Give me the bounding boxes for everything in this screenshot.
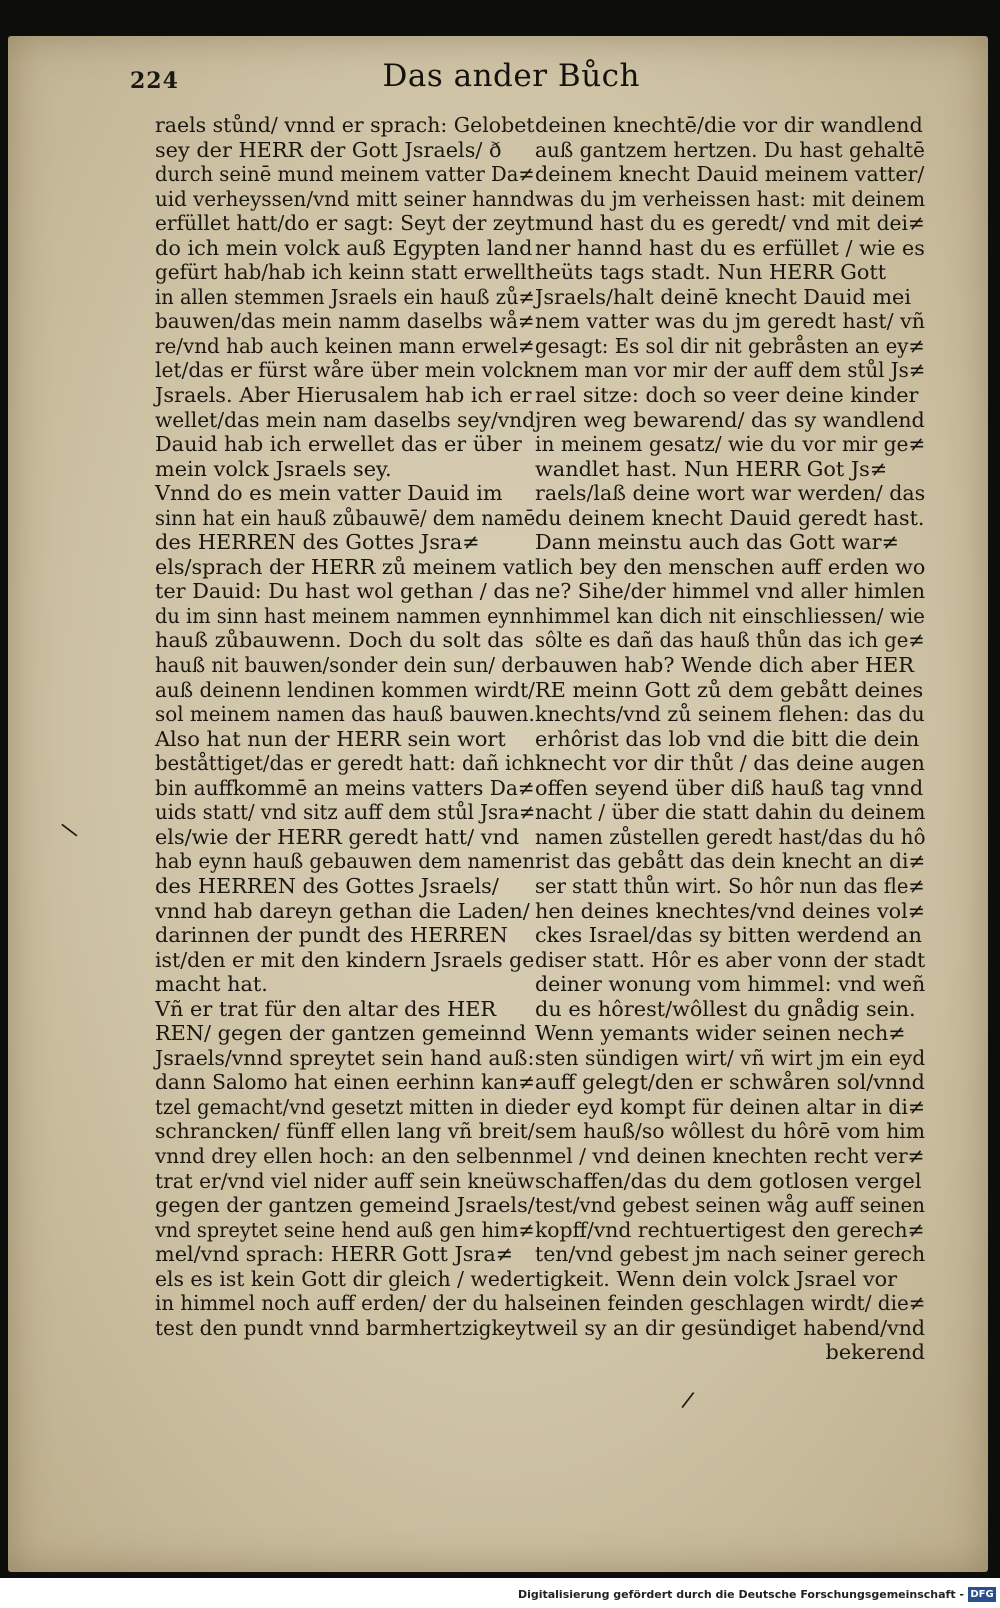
text-line: wellet/das mein nam daselbs sey/vnd [155, 407, 536, 432]
text-line: des HERREN des Gottes Jsra≠ [155, 530, 480, 555]
text-line: Jsraels/vnnd spreytet sein hand auß: [155, 1045, 535, 1070]
text-line: jren weg bewarend/ das sy wandlend [535, 407, 925, 432]
text-line: ne? Sihe/der himmel vnd aller himlen [535, 579, 926, 604]
text-line: was du jm verheissen hast: mit deinem [535, 186, 926, 211]
digitization-footer [0, 1584, 1000, 1608]
text-line: sey der HERR der Gott Jsraels/ ð [155, 137, 502, 162]
text-line: darinnen der pundt des HERREN [155, 923, 508, 948]
text-line: schrancken/ fünff ellen lang vñ breit/ [155, 1119, 535, 1144]
text-line: bin auffkommē an meins vatters Da≠ [155, 775, 535, 800]
text-line: hab eynn hauß gebauwen dem namen [155, 849, 536, 874]
text-line: re/vnd hab auch keinen mann erwel≠ [155, 333, 535, 358]
right-text-column [535, 113, 925, 1365]
text-line: sem hauß/so wôllest du hôrē vom him [535, 1119, 926, 1144]
text-line: himmel kan dich nit einschliessen/ wie [535, 603, 925, 628]
text-line: du es hôrest/wôllest du gnådig sein. [535, 996, 916, 1021]
text-line: Jsraels. Aber Hierusalem hab ich er [155, 383, 532, 408]
text-line: in meinem gesatz/ wie du vor mir ge≠ [535, 432, 926, 457]
text-line: ner hannd hast du es erfüllet / wie es [535, 235, 925, 260]
text-line: test den pundt vnnd barmhertzigkeyt [155, 1315, 535, 1340]
text-line: schaffen/das du dem gotlosen vergel [535, 1168, 922, 1193]
text-line: in allen stemmen Jsraels ein hauß zů≠ [155, 284, 535, 309]
text-line: auß deinenn lendinen kommen wirdt/ [155, 677, 535, 702]
text-line: du deinem knecht Dauid geredt hast. [535, 505, 925, 530]
text-line: do ich mein volck auß Egypten land [155, 235, 533, 260]
text-line: mein volck Jsraels sey. [155, 456, 392, 481]
text-line: Wenn yemants wider seinen nech≠ [535, 1021, 906, 1046]
text-line: ten/vnd gebest jm nach seiner gerech [535, 1242, 926, 1267]
text-line: diser statt. Hôr es aber vonn der stadt [535, 947, 926, 972]
text-line: der eyd kompt für deinen altar in di≠ [535, 1094, 926, 1119]
text-line: let/das er fürst wåre über mein volck [155, 358, 536, 383]
text-line: trat er/vnd viel nider auff sein kneüw [155, 1168, 535, 1193]
text-line: raels/laß deine wort war werden/ das [535, 481, 926, 506]
text-line: knecht vor dir thůt / das deine augen [535, 751, 925, 776]
text-line: sôlte es dañ das hauß thůn das ich ge≠ [535, 628, 925, 653]
text-line: hauß nit bauwen/sonder dein sun/ der [155, 653, 535, 678]
text-line: test/vnd gebest seinen wåg auff seinen [535, 1193, 925, 1218]
text-line: heüts tags stadt. Nun HERR Gott [535, 260, 887, 285]
text-line: hen deines knechtes/vnd deines vol≠ [535, 898, 926, 923]
text-line: gesagt: Es sol dir nit gebråsten an ey≠ [535, 333, 925, 358]
text-line: kopff/vnd rechtuertigest den gerech≠ [535, 1217, 925, 1242]
text-line: des HERREN des Gottes Jsraels/ [155, 873, 499, 898]
text-line: mel / vnd deinen knechten recht ver≠ [535, 1143, 925, 1168]
text-line: tigkeit. Wenn dein volck Jsrael vor [535, 1266, 898, 1291]
text-line: nem vatter was du jm geredt hast/ vñ [535, 309, 925, 334]
text-line: rist das gebått das dein knecht an di≠ [535, 849, 926, 874]
running-head [130, 58, 640, 98]
text-line: Vñ er trat für den altar des HER [155, 996, 497, 1021]
text-line: gegen der gantzen gemeind Jsraels/ [155, 1193, 535, 1218]
text-line: els es ist kein Gott dir gleich / weder [155, 1266, 535, 1291]
text-line: nacht / über die statt dahin du deinem [535, 800, 926, 825]
text-line: vnd spreytet seine hend auß gen him≠ [155, 1217, 535, 1242]
text-line: sinn hat ein hauß zůbauwē/ dem namē [155, 505, 536, 530]
text-line: vnnd hab dareyn gethan die Laden/ [155, 898, 530, 923]
text-line: raels stůnd/ vnnd er sprach: Gelobet [155, 113, 535, 137]
text-line: knechts/vnd zů seinem flehen: das du [535, 702, 925, 727]
text-line: tzel gemacht/vnd gesetzt mitten in die [155, 1094, 536, 1119]
text-line: REN/ gegen der gantzen gemeinnd [155, 1021, 527, 1046]
text-line: sten sündigen wirt/ vñ wirt jm ein eyd [535, 1045, 926, 1070]
text-line: uids statt/ vnd sitz auff dem stůl Jsra≠ [155, 800, 536, 825]
text-line: Dauid hab ich erwellet das er über [155, 432, 522, 457]
text-line: deinen knechtē/die vor dir wandlend [535, 113, 923, 137]
text-line: els/wie der HERR geredt hatt/ vnd [155, 824, 520, 849]
text-line: Dann meinstu auch das Gott war≠ [535, 530, 900, 555]
text-line: deinem knecht Dauid meinem vatter/ [535, 162, 925, 187]
dfg-logo: DFG [968, 1587, 996, 1602]
text-line: seinen feinden geschlagen wirdt/ die≠ [535, 1291, 926, 1316]
text-line: els/sprach der HERR zů meinem vat [155, 554, 536, 579]
text-line: mel/vnd sprach: HERR Gott Jsra≠ [155, 1242, 514, 1267]
text-line: bauwen/das mein namm daselbs wå≠ [155, 309, 535, 334]
left-text-column [155, 113, 535, 1340]
text-line: ter Dauid: Du hast wol gethan / das [155, 579, 530, 604]
text-line: offen seyend über diß hauß tag vnnd [535, 775, 924, 800]
text-line: ser statt thůn wirt. So hôr nun das fle≠ [535, 873, 925, 898]
text-line: mund hast du es geredt/ vnd mit dei≠ [535, 211, 926, 236]
text-line: deiner wonung vom himmel: vnd weñ [535, 972, 926, 997]
text-line: gefürt hab/hab ich keinn statt erwellt [155, 260, 535, 285]
text-line: wandlet hast. Nun HERR Got Js≠ [535, 456, 888, 481]
text-line: uid verheyssen/vnd mitt seiner hannd [155, 186, 536, 211]
text-line: nem man vor mir der auff dem stůl Js≠ [535, 358, 926, 383]
catchword: bekerend [825, 1340, 925, 1365]
text-line: hauß zůbauwenn. Doch du solt das [155, 628, 524, 653]
page-number: 224 [130, 68, 179, 94]
text-line: beståttiget/das er geredt hatt: dañ ich [155, 751, 535, 776]
text-line: auff gelegt/den er schwåren sol/vnnd [535, 1070, 925, 1095]
text-line: Jsraels/halt deinē knecht Dauid mei [535, 284, 912, 309]
ink-blot-mark: / [679, 1387, 696, 1414]
text-line: macht hat. [155, 972, 268, 997]
text-line: ckes Israel/das sy bitten werdend an [535, 923, 922, 948]
text-line: namen zůstellen geredt hast/das du hô [535, 824, 926, 849]
book-title: Das ander Bůch [382, 58, 640, 94]
text-line: Also hat nun der HERR sein wort [155, 726, 506, 751]
text-line: sol meinem namen das hauß bauwen. [155, 702, 535, 727]
text-line: rael sitze: doch so veer deine kinder [535, 383, 919, 408]
text-line: in himmel noch auff erden/ der du hal [155, 1291, 536, 1316]
text-line: auß gantzem hertzen. Du hast gehaltē [535, 137, 925, 162]
margin-mark: \ [59, 818, 80, 843]
text-line: erfüllet hatt/do er sagt: Seyt der zeyt [155, 211, 535, 236]
text-line: vnnd drey ellen hoch: an den selbenn [155, 1143, 535, 1168]
text-line: bauwen hab? Wende dich aber HER [535, 653, 914, 678]
text-line: durch seinē mund meinem vatter Da≠ [155, 162, 535, 187]
text-line: lich bey den menschen auff erden wo [535, 554, 926, 579]
text-line: dann Salomo hat einen eerhinn kan≠ [155, 1070, 536, 1095]
text-line: erhôrist das lob vnd die bitt die dein [535, 726, 920, 751]
text-line: du im sinn hast meinem nammen eynn [155, 603, 535, 628]
text-line: RE meinn Gott zů dem gebått deines [535, 677, 924, 702]
text-line: ist/den er mit den kindern Jsraels ge [155, 947, 535, 972]
text-line: Vnnd do es mein vatter Dauid im [155, 481, 503, 506]
text-line: weil sy an dir gesündiget habend/vnd [535, 1315, 926, 1340]
funding-credit: Digitalisierung gefördert durch die Deutsche Forschungsgemeinschaft - [517, 1588, 964, 1601]
